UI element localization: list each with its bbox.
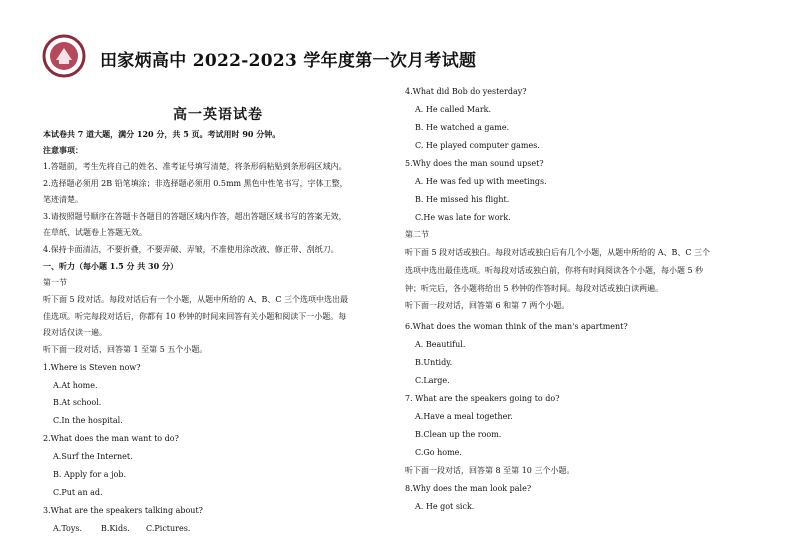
exam-title: 高一英语试卷: [173, 107, 263, 123]
option: C.He was late for work.: [415, 213, 511, 222]
option: A. He called Mark.: [415, 105, 492, 114]
notice-line: 在草纸、试题卷上答题无效。: [43, 228, 147, 237]
option: C. He played computer games.: [415, 141, 540, 150]
option: B. He watched a game.: [415, 123, 510, 132]
question-4: 4.What did Bob do yesterday?: [405, 87, 527, 96]
option: B.At school.: [53, 398, 102, 407]
option: C.Pictures.: [146, 524, 191, 533]
option: A. He was fed up with meetings.: [415, 177, 547, 186]
option: A.Surf the Internet.: [53, 452, 133, 461]
option: B. Apply for a job.: [53, 470, 127, 479]
question-5: 5.Why does the man sound upset?: [405, 159, 544, 168]
notice-line: 2.选择题必须用 2B 铅笔填涂；非选择题必须用 0.5mm 黑色中性笔书写，字体工整，: [43, 179, 348, 188]
instruction-line: 钟；听完后，各小题将给出 5 秒钟的作答时间。每段对话或独白读两遍。: [405, 284, 664, 293]
notice-line: 1.答题前，考生先将自己的姓名、准考证号填写清楚，将条形码粘贴到条形码区域内。: [43, 162, 347, 171]
option: A. Beautiful.: [415, 340, 466, 349]
question-1: 1.Where is Steven now?: [43, 363, 141, 372]
question-3: 3.What are the speakers talking about?: [43, 506, 203, 515]
school-title: 田家炳高中 2022-2023 学年度第一次月考试题: [100, 51, 477, 71]
instruction-line: 段对话仅读一遍。: [43, 328, 107, 337]
option: A. He got sick.: [415, 502, 475, 511]
question-6: 6.What does the woman think of the man's apartment?: [405, 322, 628, 331]
part-label: 第一节: [43, 278, 67, 287]
option: B.Kids.: [101, 524, 130, 533]
option: C.In the hospital.: [53, 416, 123, 425]
part-label: 第二节: [405, 230, 429, 239]
notice-line: 4.保持卡面清洁，不要折叠，不要弄破、弄皱，不准使用涂改液、修正带、刮纸刀。: [43, 245, 339, 254]
notice-line: 笔迹清楚。: [43, 195, 83, 204]
question-7: 7. What are the speakers going to do?: [405, 394, 560, 403]
option: C.Go home.: [415, 448, 462, 457]
option: A.At home.: [53, 381, 98, 390]
instruction-line: 佳选项。听完每段对话后，你都有 10 秒钟的时间来回答有关小题和阅读下一小题。每: [43, 312, 347, 321]
option: B.Untidy.: [415, 358, 453, 367]
question-8: 8.Why does the man look pale?: [405, 484, 532, 493]
instruction-line: 听下面 5 段对话。每段对话后有一个小题，从题中所给的 A、B、C 三个选项中选出最: [43, 295, 349, 304]
option: C.Large.: [415, 376, 450, 385]
sub-instruction: 听下面一段对话，回答第 1 至第 5 五个小题。: [43, 345, 208, 354]
notice-line: 3.请按照题号顺序在答题卡各题目的答题区域内作答，超出答题区域书写的答案无效，: [43, 212, 347, 221]
option: A.Toys.: [53, 524, 83, 533]
option: A.Have a meal together.: [415, 412, 513, 421]
notice-heading: 注意事项：: [43, 145, 83, 155]
exam-summary: 本试卷共 7 道大题，满分 120 分，共 5 页。考试用时 90 分钟。: [43, 129, 281, 139]
instruction-line: 选项中选出最佳选项。听每段对话或独白前，你将有时间阅读各个小题，每小题 5 秒: [405, 266, 704, 275]
option: B. He missed his flight.: [415, 195, 510, 204]
instruction-line: 听下面 5 段对话或独白。每段对话或独白后有几个小题，从题中所给的 A、B、C 三个: [405, 248, 711, 257]
option: C.Put an ad.: [53, 488, 103, 497]
section-heading: 一、听力（每小题 1.5 分 共 30 分）: [43, 261, 178, 271]
sub-instruction: 听下面一段对话，回答第 6 和第 7 两个小题。: [405, 301, 570, 310]
question-2: 2.What does the man want to do?: [43, 434, 179, 443]
sub-instruction: 听下面一段对话，回答第 8 至第 10 三个小题。: [405, 466, 575, 475]
option: B.Clean up the room.: [415, 430, 502, 439]
school-logo-icon: [42, 34, 86, 78]
